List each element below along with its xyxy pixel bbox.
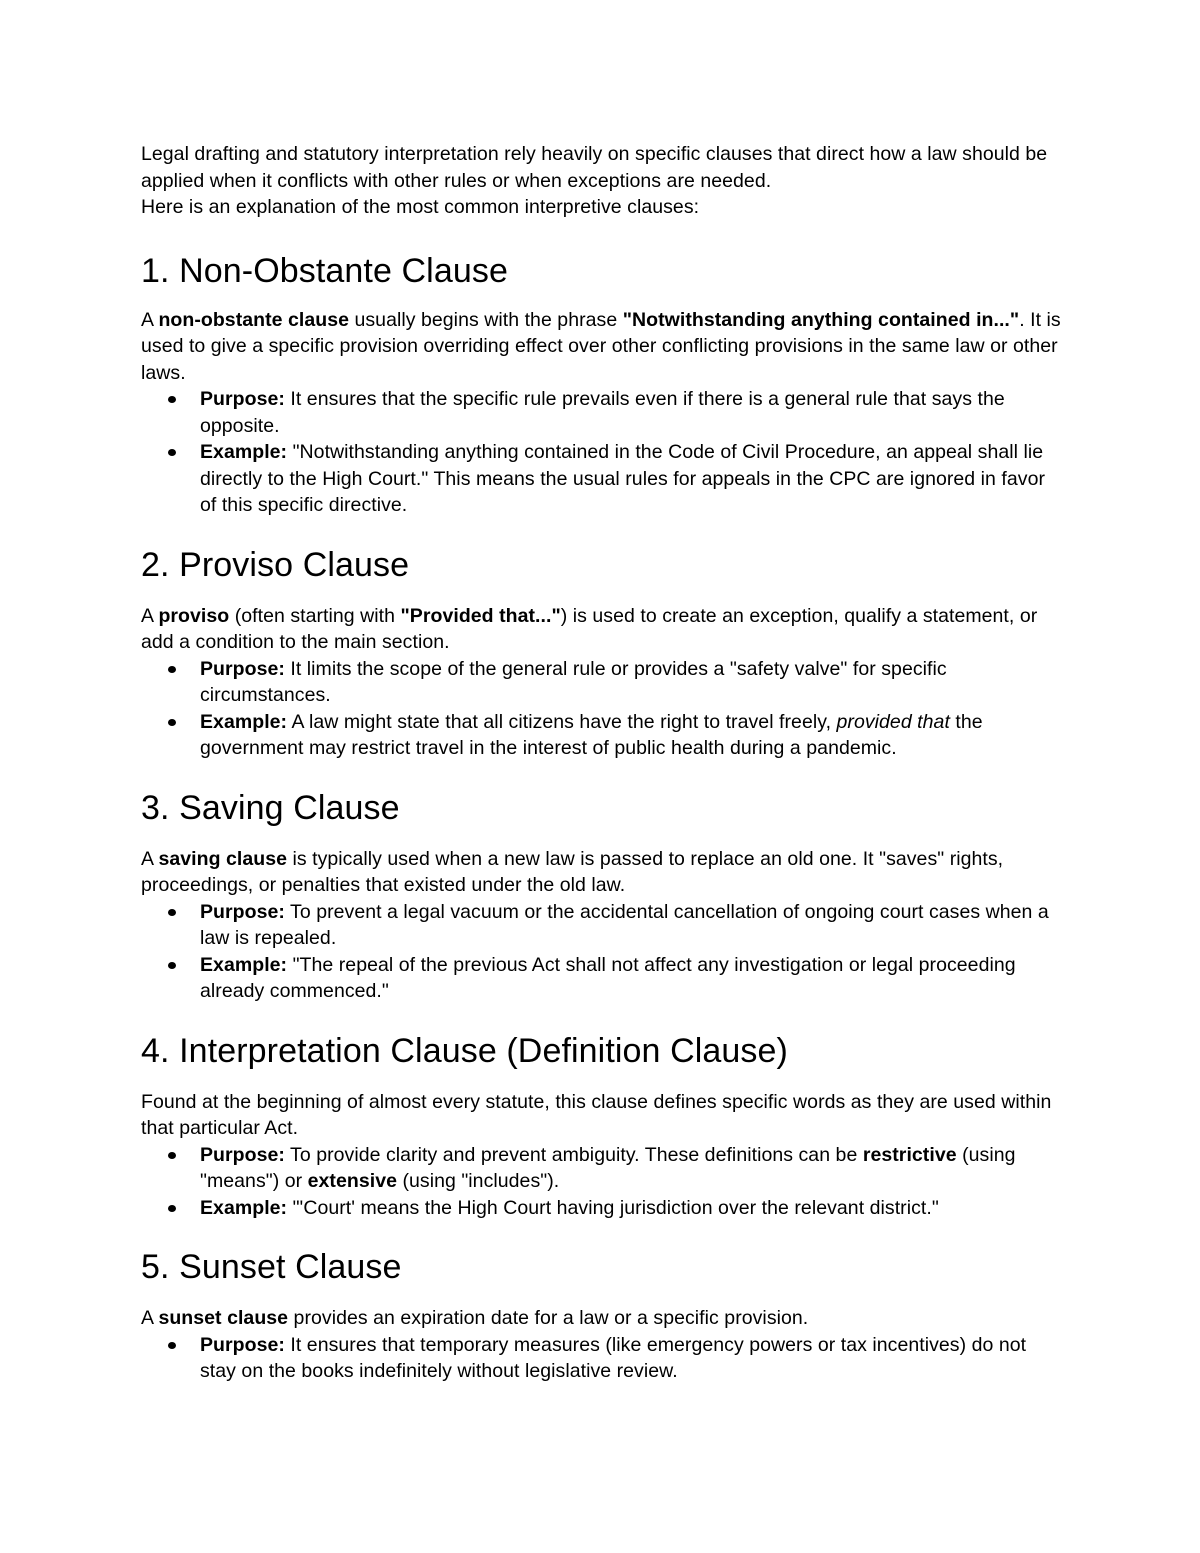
section-heading-saving: 3. Saving Clause: [141, 788, 400, 827]
bullet-icon: [168, 1342, 176, 1349]
list-item-example: Example: A law might state that all citizens have the right to travel freely, provided that the government may restrict travel in the interest of public health during a pandemic.: [141, 709, 1061, 762]
list-item-example: Example: "Notwithstanding anything contained in the Code of Civil Procedure, an appeal shall lie directly to the High Court." This means the usual rules for appeals in the CPC are ignored in favor of this specific directive.: [141, 439, 1061, 519]
bullet-list: [141, 1332, 1061, 1385]
list-item-purpose: Purpose: To prevent a legal vacuum or the accidental cancellation of ongoing court cases when a law is repealed.: [141, 899, 1061, 952]
bullet-list: [141, 1142, 1061, 1222]
intro-paragraph: Legal drafting and statutory interpretation rely heavily on specific clauses that direct how a law should be applied when it conflicts with other rules or when exceptions are needed. Here is an explanation of the most common interpretive clauses:: [141, 143, 1048, 218]
section-description: A sunset clause provides an expiration date for a law or a specific provision.: [141, 1307, 809, 1329]
section-heading-proviso: 2. Proviso Clause: [141, 545, 410, 584]
list-item-purpose: Purpose: To provide clarity and prevent ambiguity. These definitions can be restrictive (using "means") or extensive (using "includes").: [141, 1142, 1061, 1195]
section-description: A non-obstante clause usually begins with the phrase "Notwithstanding anything contained in...". It is used to give a specific provision overriding effect over other conflicting provisions in the same law or other laws.: [141, 308, 1061, 384]
bullet-icon: [168, 909, 176, 916]
bullet-icon: [168, 666, 176, 673]
bullet-icon: [168, 962, 176, 969]
bullet-icon: [168, 719, 176, 726]
bullet-list: [141, 386, 1061, 519]
bullet-icon: [168, 449, 176, 456]
list-item-purpose: Purpose: It ensures that temporary measures (like emergency powers or tax incentives) do not stay on the books indefinitely without legislative review.: [141, 1332, 1061, 1385]
section-description: Found at the beginning of almost every statute, this clause defines specific words as they are used within that particular Act.: [141, 1090, 1052, 1139]
bullet-icon: [168, 1205, 176, 1212]
bullet-list: [141, 899, 1061, 1005]
bullet-list: [141, 656, 1061, 762]
list-item-example: Example: "The repeal of the previous Act shall not affect any investigation or legal proceeding already commenced.": [141, 952, 1061, 1005]
list-item-purpose: Purpose: It ensures that the specific rule prevails even if there is a general rule that says the opposite.: [141, 386, 1061, 439]
section-heading-interpretation: 4. Interpretation Clause (Definition Clause): [141, 1031, 788, 1070]
list-item-purpose: Purpose: It limits the scope of the general rule or provides a "safety valve" for specific circumstances.: [141, 656, 1061, 709]
section-description: A proviso (often starting with "Provided that...") is used to create an exception, qualify a statement, or add a condition to the main section.: [141, 604, 1038, 653]
bullet-icon: [168, 1152, 176, 1159]
document-body: [141, 141, 1061, 1385]
section-heading-non-obstante: 1. Non-Obstante Clause: [141, 251, 508, 290]
list-item-example: Example: "'Court' means the High Court having jurisdiction over the relevant district.": [141, 1195, 1061, 1222]
bullet-icon: [168, 396, 176, 403]
section-description: A saving clause is typically used when a new law is passed to replace an old one. It "saves" rights, proceedings, or penalties that existed under the old law.: [141, 847, 1004, 896]
section-heading-sunset: 5. Sunset Clause: [141, 1248, 402, 1286]
